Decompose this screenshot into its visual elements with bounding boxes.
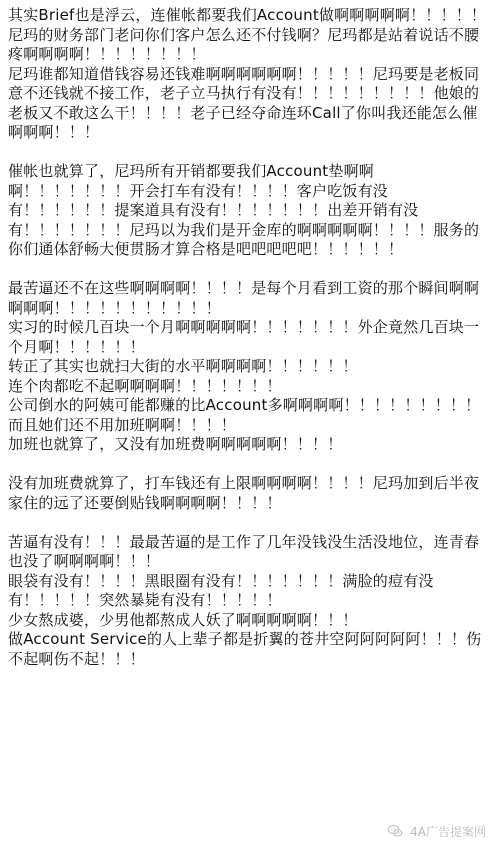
paragraph-gap (8, 513, 492, 533)
paragraph-11: 没有加班费就算了，打车钱还有上限啊啊啊啊！！！！尼玛加到后半夜家住的远了还要倒贴钱啊啊啊啊！！！！ (8, 474, 480, 512)
paragraph-gap (8, 455, 492, 475)
watermark-text: 4A广告提案网 (410, 824, 486, 839)
paragraph-gap (8, 143, 492, 163)
paragraph-1: 其实Brief也是浮云，连催帐都要我们Account做啊啊啊啊啊！！！！！ (8, 6, 487, 24)
paragraph-10: 加班也就算了，又没有加班费啊啊啊啊啊！！！！ (8, 435, 343, 453)
paragraph-5: 最苦逼还不在这些啊啊啊啊！！！！是每个月看到工资的那个瞬间啊啊啊啊啊！！！！！！！！！！！ (8, 279, 480, 317)
paragraph-13: 眼袋有没有！！！！黑眼圈有没有！！！！！！！满脸的痘有没有！！！！！突然暴毙有没有！！！！！ (8, 571, 434, 609)
paragraph-2: 尼玛的财务部门老问你们客户怎么还不付钱啊？尼玛都是站着说话不腰疼啊啊啊啊！！！！！！！！ (8, 25, 480, 63)
paragraph-12: 苦逼有没有！！！最最苦逼的是工作了几年没钱没生活没地位，连青春也没了啊啊啊啊！！！ (8, 532, 480, 570)
paragraph-9: 公司倒水的阿姨可能都赚的比Account多啊啊啊啊！！！！！！！！！而且她们还不用加班啊啊！！！！ (8, 396, 481, 434)
paragraph-6: 实习的时候几百块一个月啊啊啊啊啊！！！！！！！外企竟然几百块一个月啊！！！！！！ (8, 318, 480, 356)
paragraph-4: 催帐也就算了，尼玛所有开销都要我们Account垫啊啊啊！！！！！！！开会打车有没有！！！！客户吃饭有没有！！！！！！提案道具有没有！！！！！！！出差开销有没有！！！！！！！尼玛以为我们是开金库的啊啊啊啊啊！！！！服务的你们通体舒畅大便贯肠才算合格是吧吧吧吧吧！！！！！！ (8, 162, 480, 258)
paragraph-14: 少女熬成婆，少男他都熬成人妖了啊啊啊啊啊！！！ (8, 610, 358, 629)
paragraph-gap (8, 260, 492, 280)
paragraph-15: 做Account Service的人上辈子都是折翼的苍井空阿阿阿阿阿！！！伤不起啊伤不起！！！ (8, 630, 482, 668)
watermark (386, 822, 486, 840)
paragraph-3: 尼玛谁都知道借钱容易还钱难啊啊啊啊啊啊！！！！！尼玛要是老板同意不还钱就不接工作，老子立马执行有没有！！！！！！！！！他娘的老板又不敢这么干！！！！老子已经夺命连环Call了你叫我还能怎么催啊啊啊！！！ (8, 64, 480, 141)
paragraph-8: 连个肉都吃不起啊啊啊啊！！！！！！！ (8, 376, 282, 395)
wechat-icon (386, 822, 404, 840)
paragraph-7: 转正了其实也就扫大街的水平啊啊啊啊！！！！！！ (8, 357, 358, 375)
